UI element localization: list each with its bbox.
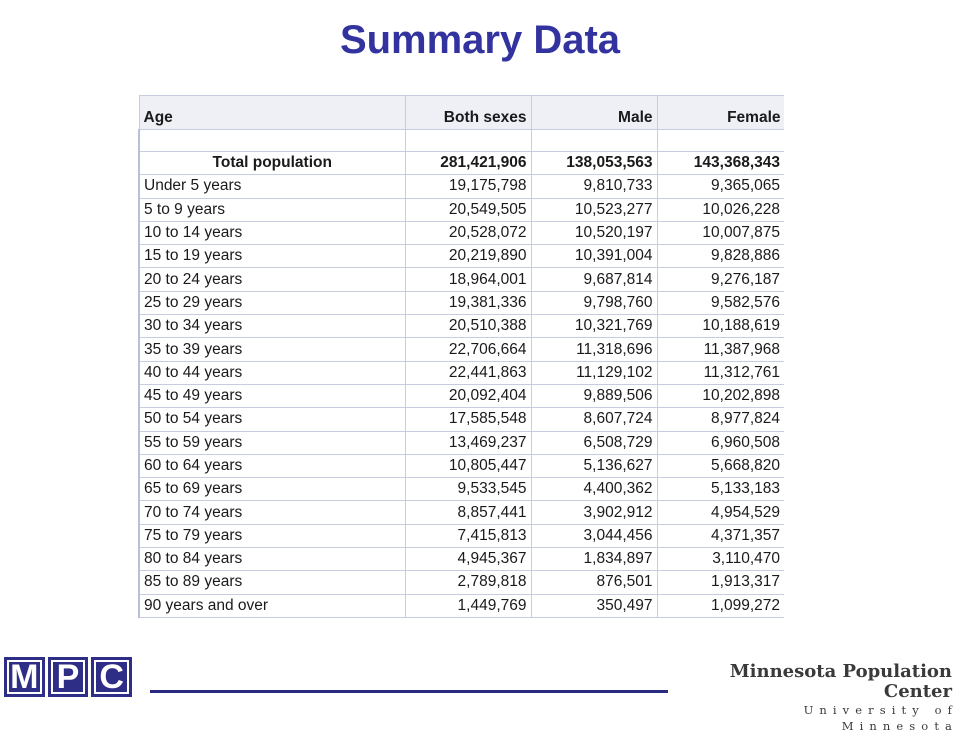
age-cell: 5 to 9 years <box>139 198 405 221</box>
female-cell: 9,582,576 <box>657 291 784 314</box>
age-cell: 15 to 19 years <box>139 245 405 268</box>
org-branding <box>682 661 958 734</box>
both-sexes-cell: 17,585,548 <box>405 408 531 431</box>
female-cell: 8,977,824 <box>657 408 784 431</box>
female-cell: 10,007,875 <box>657 221 784 244</box>
both-sexes-cell: 2,789,818 <box>405 571 531 594</box>
column-header-female: Female <box>657 96 784 130</box>
total-male: 138,053,563 <box>531 152 657 175</box>
table-row <box>139 548 784 571</box>
female-cell: 11,387,968 <box>657 338 784 361</box>
male-cell: 876,501 <box>531 571 657 594</box>
spacer-cell <box>531 130 657 152</box>
table-row <box>139 408 784 431</box>
logo-letter: P <box>48 657 89 697</box>
age-cell: 10 to 14 years <box>139 221 405 244</box>
both-sexes-cell: 1,449,769 <box>405 594 531 617</box>
table-row <box>139 478 784 501</box>
table-row <box>139 338 784 361</box>
both-sexes-cell: 20,092,404 <box>405 384 531 407</box>
both-sexes-cell: 19,175,798 <box>405 175 531 198</box>
both-sexes-cell: 7,415,813 <box>405 524 531 547</box>
column-header-both-sexes: Both sexes <box>405 96 531 130</box>
both-sexes-cell: 20,510,388 <box>405 315 531 338</box>
table-body <box>139 130 784 618</box>
female-cell: 9,828,886 <box>657 245 784 268</box>
male-cell: 350,497 <box>531 594 657 617</box>
table-row <box>139 384 784 407</box>
spacer-cell <box>139 130 405 152</box>
female-cell: 4,371,357 <box>657 524 784 547</box>
table-row <box>139 245 784 268</box>
age-cell: 85 to 89 years <box>139 571 405 594</box>
mpc-logo <box>4 657 132 697</box>
table-row <box>139 571 784 594</box>
male-cell: 9,687,814 <box>531 268 657 291</box>
both-sexes-cell: 22,441,863 <box>405 361 531 384</box>
table-spacer-row <box>139 130 784 152</box>
table-row <box>139 524 784 547</box>
table-row <box>139 454 784 477</box>
male-cell: 11,318,696 <box>531 338 657 361</box>
male-cell: 5,136,627 <box>531 454 657 477</box>
age-cell: 45 to 49 years <box>139 384 405 407</box>
age-cell: Under 5 years <box>139 175 405 198</box>
logo-letter: C <box>91 657 132 697</box>
spacer-cell <box>405 130 531 152</box>
logo-letter: M <box>4 657 45 697</box>
both-sexes-cell: 4,945,367 <box>405 548 531 571</box>
age-cell: 70 to 74 years <box>139 501 405 524</box>
table-row <box>139 198 784 221</box>
both-sexes-cell: 10,805,447 <box>405 454 531 477</box>
female-cell: 9,365,065 <box>657 175 784 198</box>
table-row <box>139 431 784 454</box>
male-cell: 1,834,897 <box>531 548 657 571</box>
male-cell: 8,607,724 <box>531 408 657 431</box>
age-cell: 20 to 24 years <box>139 268 405 291</box>
male-cell: 9,798,760 <box>531 291 657 314</box>
population-table-image <box>138 95 784 648</box>
both-sexes-cell: 20,528,072 <box>405 221 531 244</box>
female-cell: 5,668,820 <box>657 454 784 477</box>
age-cell: 80 to 84 years <box>139 548 405 571</box>
both-sexes-cell: 22,706,664 <box>405 338 531 361</box>
female-cell: 6,960,508 <box>657 431 784 454</box>
male-cell: 11,129,102 <box>531 361 657 384</box>
both-sexes-cell: 20,219,890 <box>405 245 531 268</box>
total-both-sexes: 281,421,906 <box>405 152 531 175</box>
both-sexes-cell: 8,857,441 <box>405 501 531 524</box>
male-cell: 3,902,912 <box>531 501 657 524</box>
table-row <box>139 221 784 244</box>
female-cell: 4,954,529 <box>657 501 784 524</box>
male-cell: 10,391,004 <box>531 245 657 268</box>
age-cell: 35 to 39 years <box>139 338 405 361</box>
column-header-age: Age <box>139 96 405 130</box>
female-cell: 10,202,898 <box>657 384 784 407</box>
age-cell: 30 to 34 years <box>139 315 405 338</box>
both-sexes-cell: 19,381,336 <box>405 291 531 314</box>
age-cell: 90 years and over <box>139 594 405 617</box>
male-cell: 6,508,729 <box>531 431 657 454</box>
female-cell: 10,026,228 <box>657 198 784 221</box>
both-sexes-cell: 9,533,545 <box>405 478 531 501</box>
female-cell: 5,133,183 <box>657 478 784 501</box>
both-sexes-cell: 18,964,001 <box>405 268 531 291</box>
table-row <box>139 175 784 198</box>
total-female: 143,368,343 <box>657 152 784 175</box>
slide-title: Summary Data <box>339 18 621 62</box>
female-cell: 1,099,272 <box>657 594 784 617</box>
male-cell: 10,523,277 <box>531 198 657 221</box>
both-sexes-cell: 20,549,505 <box>405 198 531 221</box>
table-row <box>139 291 784 314</box>
female-cell: 1,913,317 <box>657 571 784 594</box>
age-cell: 55 to 59 years <box>139 431 405 454</box>
table-row <box>139 501 784 524</box>
male-cell: 9,889,506 <box>531 384 657 407</box>
age-cell: 50 to 54 years <box>139 408 405 431</box>
population-table <box>138 95 784 618</box>
male-cell: 10,321,769 <box>531 315 657 338</box>
table-row <box>139 268 784 291</box>
male-cell: 3,044,456 <box>531 524 657 547</box>
age-cell: 75 to 79 years <box>139 524 405 547</box>
age-cell: 40 to 44 years <box>139 361 405 384</box>
total-row <box>139 152 784 175</box>
total-label: Total population <box>139 152 405 175</box>
male-cell: 9,810,733 <box>531 175 657 198</box>
both-sexes-cell: 13,469,237 <box>405 431 531 454</box>
male-cell: 10,520,197 <box>531 221 657 244</box>
column-header-male: Male <box>531 96 657 130</box>
female-cell: 10,188,619 <box>657 315 784 338</box>
female-cell: 9,276,187 <box>657 268 784 291</box>
table-row <box>139 594 784 617</box>
table-row <box>139 315 784 338</box>
table-row <box>139 361 784 384</box>
table-header-row <box>139 96 784 130</box>
age-cell: 60 to 64 years <box>139 454 405 477</box>
age-cell: 25 to 29 years <box>139 291 405 314</box>
org-name: Minnesota Population Center <box>729 661 952 702</box>
org-subtitle: University of Minnesota <box>803 703 958 733</box>
female-cell: 3,110,470 <box>657 548 784 571</box>
female-cell: 11,312,761 <box>657 361 784 384</box>
male-cell: 4,400,362 <box>531 478 657 501</box>
age-cell: 65 to 69 years <box>139 478 405 501</box>
spacer-cell <box>657 130 784 152</box>
footer-divider <box>150 690 668 693</box>
